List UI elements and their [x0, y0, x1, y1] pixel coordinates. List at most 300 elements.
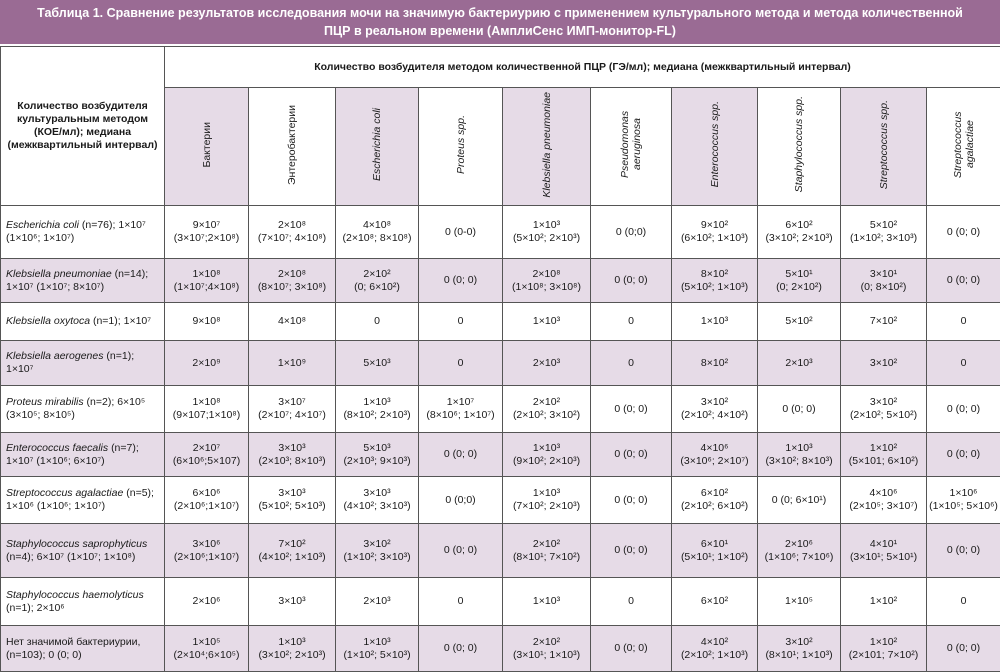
cell-interval: (1×10⁸; 3×10⁸)	[505, 281, 588, 294]
cell-median: 2×10³	[338, 595, 416, 608]
column-header-label: Streptococcus agalactiae	[952, 88, 976, 201]
cell-interval: (8×10¹; 7×10²)	[505, 551, 588, 564]
cell-interval: (5×10²; 1×10³)	[674, 281, 755, 294]
cell-interval: (2×10³; 8×10³)	[251, 455, 333, 468]
table-cell	[419, 386, 503, 433]
column-header	[249, 88, 336, 206]
cell-median: 0 (0; 0)	[593, 403, 669, 416]
cell-median: 0 (0; 0)	[929, 226, 998, 239]
cell-median: 6×10²	[674, 487, 755, 500]
cell-median: 1×10⁸	[167, 268, 246, 281]
table-cell	[503, 578, 591, 626]
table-cell	[841, 626, 927, 672]
column-header	[841, 88, 927, 206]
sample-size: (n=4);	[6, 551, 34, 563]
row-label	[1, 303, 165, 341]
table-cell	[841, 259, 927, 303]
cell-median: 9×10²	[674, 219, 755, 232]
cell-median: 1×10³	[760, 442, 838, 455]
table-cell	[591, 626, 672, 672]
cell-median: 5×10³	[338, 357, 416, 370]
cell-median: 4×10²	[674, 636, 755, 649]
cell-interval: (2×10⁵; 3×10⁷)	[843, 500, 924, 513]
column-header	[419, 88, 503, 206]
column-header-label: Staphylococcus spp.	[793, 96, 805, 192]
table-cell	[591, 206, 672, 259]
table-cell	[419, 477, 503, 524]
column-header	[591, 88, 672, 206]
table-cell	[672, 626, 758, 672]
sample-size: (n=1);	[93, 315, 121, 327]
row-label	[1, 626, 165, 672]
cell-median: 1×10³	[674, 315, 755, 328]
cell-median: 5×10²	[760, 315, 838, 328]
cell-median: 3×10¹	[843, 268, 924, 281]
cell-median: 2×10²	[338, 268, 416, 281]
table-cell	[249, 477, 336, 524]
cell-median: 1×10⁸	[167, 396, 246, 409]
cell-median: 3×10²	[843, 357, 924, 370]
table-cell	[758, 433, 841, 477]
cell-interval: (2×10⁷; 4×10⁷)	[251, 409, 333, 422]
table-cell	[503, 626, 591, 672]
culture-value: 1×10⁷ (1×10⁶; 1×10⁷)	[6, 219, 146, 244]
cell-median: 9×10⁸	[167, 315, 246, 328]
table-cell	[758, 303, 841, 341]
table-cell	[758, 341, 841, 386]
table-cell	[503, 303, 591, 341]
cell-median: 6×10⁶	[167, 487, 246, 500]
organism-name: Staphylococcus saprophyticus	[6, 538, 147, 550]
table-row	[1, 578, 1000, 626]
sample-size: (n=7);	[111, 442, 139, 454]
cell-median: 2×10²	[505, 396, 588, 409]
cell-median: 0	[593, 357, 669, 370]
culture-value: 2×10⁶	[37, 602, 65, 614]
table-cell	[249, 259, 336, 303]
cell-median: 1×10³	[338, 636, 416, 649]
row-label	[1, 524, 165, 578]
table-cell	[758, 578, 841, 626]
table-cell	[927, 433, 1000, 477]
cell-median: 3×10³	[251, 442, 333, 455]
table-cell	[927, 524, 1000, 578]
table-cell	[841, 341, 927, 386]
table-cell	[758, 386, 841, 433]
table-cell	[672, 259, 758, 303]
culture-value: 1×10⁷	[124, 315, 151, 327]
cell-median: 3×10⁷	[251, 396, 333, 409]
cell-median: 0 (0; 0)	[593, 642, 669, 655]
cell-median: 6×10²	[760, 219, 838, 232]
cell-interval: (6×10⁶;5×107)	[167, 455, 246, 468]
table-cell	[841, 524, 927, 578]
table-cell	[841, 433, 927, 477]
cell-median: 2×10⁸	[251, 268, 333, 281]
cell-median: 2×10⁶	[167, 595, 246, 608]
cell-median: 0	[929, 357, 998, 370]
cell-median: 2×10⁸	[251, 219, 333, 232]
cell-median: 1×10⁷	[421, 396, 500, 409]
culture-value: 6×10⁷ (1×10⁷; 1×10⁸)	[37, 551, 136, 563]
culture-value: 1×10⁷ (1×10⁷; 8×10⁷)	[6, 281, 104, 293]
table-cell	[336, 341, 419, 386]
cell-median: 1×10⁶	[929, 487, 998, 500]
cell-median: 0 (0; 0)	[421, 544, 500, 557]
table-row	[1, 477, 1000, 524]
table-cell	[591, 433, 672, 477]
cell-interval: (2×10²; 3×10²)	[505, 409, 588, 422]
column-header	[758, 88, 841, 206]
table-cell	[672, 206, 758, 259]
cell-median: 2×10³	[505, 357, 588, 370]
cell-interval: (3×10²; 8×10³)	[760, 455, 838, 468]
table-cell	[927, 206, 1000, 259]
table-cell	[165, 578, 249, 626]
cell-interval: (8×10¹; 1×10³)	[760, 649, 838, 662]
cell-interval: (1×10⁶; 7×10⁶)	[760, 551, 838, 564]
row-label	[1, 386, 165, 433]
cell-median: 2×10²	[505, 636, 588, 649]
cell-median: 5×10²	[843, 219, 924, 232]
cell-median: 1×10²	[843, 636, 924, 649]
table-cell	[841, 578, 927, 626]
cell-interval: (1×10⁵; 5×10⁶)	[929, 500, 998, 513]
culture-value: 1×10⁷ (1×10⁶; 6×10⁷)	[6, 455, 105, 467]
cell-median: 1×10²	[843, 442, 924, 455]
cell-interval: (1×10⁷;4×10⁸)	[167, 281, 246, 294]
table-cell	[927, 578, 1000, 626]
cell-median: 1×10³	[505, 219, 588, 232]
cell-interval: (5×10²; 2×10³)	[505, 232, 588, 245]
cell-interval: (8×10⁷; 3×10⁸)	[251, 281, 333, 294]
organism-name: Klebsiella aerogenes	[6, 350, 103, 362]
table-row	[1, 386, 1000, 433]
table-cell	[249, 524, 336, 578]
sample-size: (n=103);	[6, 649, 45, 661]
cell-median: 0	[929, 595, 998, 608]
cell-median: 0 (0; 0)	[593, 544, 669, 557]
cell-median: 4×10⁸	[338, 219, 416, 232]
cell-median: 0 (0; 0)	[929, 274, 998, 287]
cell-median: 0 (0; 6×10¹)	[760, 494, 838, 507]
cell-median: 3×10²	[760, 636, 838, 649]
cell-median: 0	[929, 315, 998, 328]
sample-size: (n=1);	[6, 602, 34, 614]
cell-median: 2×10⁶	[760, 538, 838, 551]
table-cell	[591, 524, 672, 578]
table-cell	[503, 206, 591, 259]
organism-name: Enterococcus faecalis	[6, 442, 108, 454]
column-header-label: Энтеробактерии	[286, 105, 298, 185]
table-row	[1, 433, 1000, 477]
sample-size: (n=5);	[126, 487, 154, 499]
column-header-label: Escherichia coli	[371, 108, 383, 181]
cell-median: 1×10²	[843, 595, 924, 608]
group-header: Количество возбудителя методом количественной ПЦР (ГЭ/мл); медиана (межквартильный интервал)	[165, 47, 1000, 88]
table-row	[1, 303, 1000, 341]
sample-size: (n=76);	[82, 219, 116, 231]
cell-interval: (9×10²; 2×10³)	[505, 455, 588, 468]
table-row	[1, 524, 1000, 578]
table-cell	[419, 259, 503, 303]
cell-median: 0 (0; 0)	[421, 448, 500, 461]
table-row	[1, 259, 1000, 303]
cell-median: 0	[421, 357, 500, 370]
cell-interval: (3×10²; 2×10³)	[251, 649, 333, 662]
culture-value: 6×10⁵ (3×10⁵; 8×10⁵)	[6, 396, 145, 421]
cell-median: 0	[338, 315, 416, 328]
cell-median: 3×10²	[843, 396, 924, 409]
cell-interval: (2×10⁶;1×10⁷)	[167, 500, 246, 513]
table-cell	[672, 341, 758, 386]
cell-median: 0 (0; 0)	[929, 403, 998, 416]
column-header-label: Streptococcus spp.	[878, 100, 890, 189]
table-cell	[336, 303, 419, 341]
cell-median: 2×10⁹	[167, 357, 246, 370]
table-cell	[249, 386, 336, 433]
table-row	[1, 206, 1000, 259]
sample-size: (n=1);	[106, 350, 134, 362]
row-label	[1, 433, 165, 477]
cell-median: 0 (0; 0)	[421, 642, 500, 655]
cell-median: 0	[421, 315, 500, 328]
cell-median: 1×10⁹	[251, 357, 333, 370]
table-title-line-1: Таблица 1. Сравнение результатов исследования мочи на значимую бактериурию с применением культурального метода и метода количественной	[10, 4, 990, 22]
column-header-label: Klebsiella pneumoniae	[541, 92, 553, 198]
cell-median: 1×10⁵	[167, 636, 246, 649]
cell-interval: (8×10⁶; 1×10⁷)	[421, 409, 500, 422]
table-cell	[503, 433, 591, 477]
column-header	[503, 88, 591, 206]
cell-interval: (4×10²; 3×10³)	[338, 500, 416, 513]
cell-interval: (0; 8×10²)	[843, 281, 924, 294]
table-cell	[503, 386, 591, 433]
cell-interval: (9×107;1×10⁸)	[167, 409, 246, 422]
cell-median: 0	[593, 595, 669, 608]
row-header: Количество возбудителя культуральным методом (КОЕ/мл); медиана (межквартильный интервал)	[1, 47, 165, 206]
table-cell	[591, 477, 672, 524]
cell-median: 3×10³	[338, 487, 416, 500]
cell-median: 0 (0;0)	[421, 494, 500, 507]
table-row	[1, 626, 1000, 672]
table-cell	[672, 578, 758, 626]
cell-interval: (1×10²; 5×10³)	[338, 649, 416, 662]
table-cell	[165, 259, 249, 303]
table-cell	[672, 386, 758, 433]
cell-interval: (3×10²; 2×10³)	[760, 232, 838, 245]
table-cell	[419, 578, 503, 626]
organism-name: Staphylococcus haemolyticus	[6, 589, 144, 601]
cell-interval: (3×10⁷;2×10⁸)	[167, 232, 246, 245]
cell-interval: (3×10⁶; 2×10⁷)	[674, 455, 755, 468]
cell-interval: (2×10²; 5×10²)	[843, 409, 924, 422]
cell-median: 5×10³	[338, 442, 416, 455]
table-cell	[336, 626, 419, 672]
table-cell	[758, 626, 841, 672]
cell-median: 9×10⁷	[167, 219, 246, 232]
cell-interval: (0; 2×10²)	[760, 281, 838, 294]
organism-name: Нет значимой бактериурии,	[6, 636, 140, 648]
cell-interval: (3×10¹; 1×10³)	[505, 649, 588, 662]
cell-interval: (8×10²; 2×10³)	[338, 409, 416, 422]
table-cell	[165, 626, 249, 672]
cell-median: 0 (0; 0)	[929, 544, 998, 557]
column-header	[336, 88, 419, 206]
organism-name: Klebsiella oxytoca	[6, 315, 90, 327]
cell-median: 1×10³	[505, 315, 588, 328]
cell-median: 4×10¹	[843, 538, 924, 551]
cell-interval: (0; 6×10²)	[338, 281, 416, 294]
table-cell	[927, 259, 1000, 303]
table-cell	[672, 524, 758, 578]
table-cell	[591, 259, 672, 303]
table-cell	[336, 386, 419, 433]
table-cell	[591, 341, 672, 386]
cell-interval: (2×101; 7×10²)	[843, 649, 924, 662]
cell-interval: (2×10⁶;1×10⁷)	[167, 551, 246, 564]
table-cell	[591, 303, 672, 341]
culture-value: 1×10⁷	[6, 363, 33, 375]
table-cell	[249, 433, 336, 477]
cell-median: 1×10³	[505, 595, 588, 608]
table-cell	[841, 206, 927, 259]
table-cell	[165, 433, 249, 477]
table-row	[1, 341, 1000, 386]
table-cell	[419, 303, 503, 341]
table-title	[0, 0, 1000, 46]
table-cell	[165, 386, 249, 433]
cell-median: 2×10⁷	[167, 442, 246, 455]
cell-median: 0 (0; 0)	[421, 274, 500, 287]
table-cell	[841, 386, 927, 433]
cell-median: 2×10⁸	[505, 268, 588, 281]
table-cell	[927, 341, 1000, 386]
cell-median: 7×10²	[251, 538, 333, 551]
column-header-label: Enterococcus spp.	[709, 101, 721, 187]
cell-interval: (2×10²; 6×10²)	[674, 500, 755, 513]
table-cell	[249, 626, 336, 672]
cell-median: 0 (0; 0)	[593, 448, 669, 461]
culture-value: 1×10⁶ (1×10⁶; 1×10⁷)	[6, 500, 105, 512]
table-cell	[336, 433, 419, 477]
cell-median: 3×10³	[251, 595, 333, 608]
cell-median: 0 (0;0)	[593, 226, 669, 239]
cell-median: 2×10³	[760, 357, 838, 370]
cell-median: 0 (0; 0)	[593, 494, 669, 507]
cell-median: 0 (0; 0)	[593, 274, 669, 287]
cell-interval: (5×10²; 5×10³)	[251, 500, 333, 513]
cell-median: 1×10³	[505, 442, 588, 455]
cell-interval: (2×10⁴;6×10⁵)	[167, 649, 246, 662]
column-header-label: Бактерии	[201, 122, 213, 168]
cell-interval: (1×10²; 3×10³)	[338, 551, 416, 564]
cell-interval: (2×10³; 9×10³)	[338, 455, 416, 468]
table-cell	[419, 433, 503, 477]
cell-interval: (7×10²; 2×10³)	[505, 500, 588, 513]
table-cell	[419, 524, 503, 578]
culture-value: 0 (0; 0)	[48, 649, 81, 661]
cell-median: 1×10³	[251, 636, 333, 649]
table-cell	[165, 524, 249, 578]
cell-median: 3×10²	[674, 396, 755, 409]
cell-median: 3×10²	[338, 538, 416, 551]
column-header	[165, 88, 249, 206]
row-label	[1, 341, 165, 386]
cell-median: 1×10⁵	[760, 595, 838, 608]
comparison-table	[0, 46, 1000, 672]
table-cell	[672, 477, 758, 524]
table-cell	[165, 341, 249, 386]
row-label	[1, 206, 165, 259]
cell-interval: (7×10⁷; 4×10⁸)	[251, 232, 333, 245]
cell-median: 0 (0-0)	[421, 226, 500, 239]
row-label	[1, 259, 165, 303]
table-cell	[841, 303, 927, 341]
table-cell	[672, 303, 758, 341]
cell-interval: (2×10⁸; 8×10⁸)	[338, 232, 416, 245]
table-title-line-2: ПЦР в реальном времени (АмплиСенс ИМП-монитор-FL)	[10, 22, 990, 40]
table-body	[1, 206, 1000, 672]
table-cell	[758, 259, 841, 303]
cell-median: 8×10²	[674, 357, 755, 370]
table-cell	[249, 578, 336, 626]
table-cell	[165, 206, 249, 259]
cell-interval: (5×10¹; 1×10²)	[674, 551, 755, 564]
table-cell	[841, 477, 927, 524]
table-cell	[419, 341, 503, 386]
table-cell	[927, 386, 1000, 433]
table-cell	[419, 626, 503, 672]
table-cell	[165, 303, 249, 341]
cell-median: 4×10⁶	[674, 442, 755, 455]
table-cell	[927, 626, 1000, 672]
table-cell	[672, 433, 758, 477]
cell-median: 2×10²	[505, 538, 588, 551]
cell-median: 0 (0; 0)	[760, 403, 838, 416]
cell-median: 0 (0; 0)	[929, 642, 998, 655]
table-cell	[336, 259, 419, 303]
table-cell	[503, 477, 591, 524]
cell-median: 0	[421, 595, 500, 608]
cell-median: 8×10²	[674, 268, 755, 281]
organism-name: Proteus mirabilis	[6, 396, 84, 408]
column-header	[927, 88, 1000, 206]
organism-name: Streptococcus agalactiae	[6, 487, 123, 499]
row-label	[1, 578, 165, 626]
table-cell	[591, 578, 672, 626]
organism-name: Klebsiella pneumoniae	[6, 268, 112, 280]
sample-size: (n=2);	[87, 396, 115, 408]
table-cell	[503, 524, 591, 578]
column-header-label: Pseudomonas aeruginosa	[619, 88, 643, 201]
cell-median: 4×10⁸	[251, 315, 333, 328]
cell-interval: (2×10²; 1×10³)	[674, 649, 755, 662]
column-header	[672, 88, 758, 206]
table-cell	[336, 477, 419, 524]
table-cell	[503, 341, 591, 386]
header-row-group	[1, 47, 1000, 88]
cell-median: 6×10¹	[674, 538, 755, 551]
cell-median: 1×10³	[505, 487, 588, 500]
cell-median: 1×10³	[338, 396, 416, 409]
table-cell	[758, 524, 841, 578]
sample-size: (n=14);	[115, 268, 149, 280]
cell-median: 3×10³	[251, 487, 333, 500]
cell-interval: (1×10²; 3×10³)	[843, 232, 924, 245]
table-cell	[165, 477, 249, 524]
cell-interval: (5×101; 6×10²)	[843, 455, 924, 468]
